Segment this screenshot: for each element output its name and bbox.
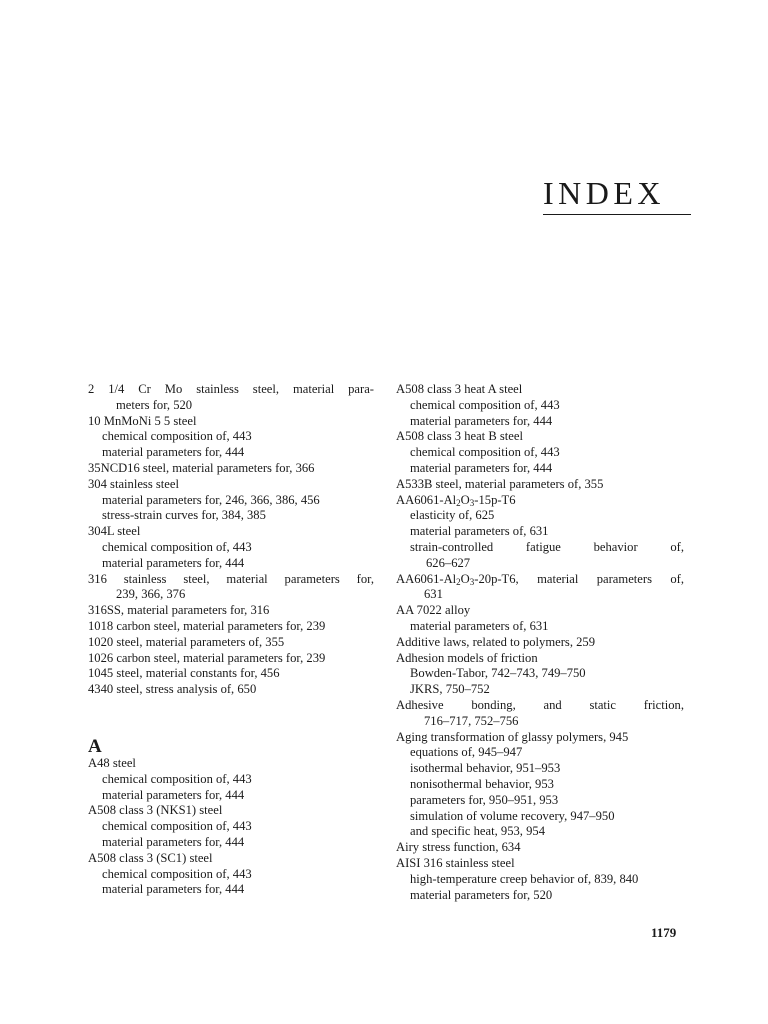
- index-subentry: material parameters for, 444: [410, 413, 553, 428]
- index-subentry: nonisothermal behavior, 953: [410, 776, 554, 791]
- index-entry: 304 stainless steel: [88, 476, 179, 491]
- index-entry-continuation: 716–717, 752–756: [424, 713, 519, 728]
- index-subentry: strain-controlled fatigue behavior of,: [410, 539, 684, 554]
- index-subentry: simulation of volume recovery, 947–950: [410, 808, 615, 823]
- index-entry: 1020 steel, material parameters of, 355: [88, 634, 285, 649]
- index-subentry: isothermal behavior, 951–953: [410, 761, 561, 776]
- index-subentry: high-temperature creep behavior of, 839, 840: [410, 871, 639, 886]
- index-entry: 304L steel: [88, 524, 141, 539]
- index-subentry: material parameters for, 444: [102, 787, 245, 802]
- index-column-left: [88, 382, 374, 898]
- index-subentry: elasticity of, 625: [410, 508, 495, 523]
- index-subentry: equations of, 945–947: [410, 745, 523, 760]
- section-letter: A: [88, 735, 102, 757]
- index-entry: 4340 steel, stress analysis of, 650: [88, 682, 257, 697]
- index-subentry: chemical composition of, 443: [102, 819, 252, 834]
- index-entry: 35NCD16 steel, material parameters for, 366: [88, 460, 315, 475]
- index-entry: 1026 carbon steel, material parameters for, 239: [88, 650, 326, 665]
- title-underline: [543, 214, 691, 215]
- index-subentry: material parameters of, 631: [410, 618, 549, 633]
- index-subentry: Bowden-Tabor, 742–743, 749–750: [410, 666, 586, 681]
- index-entry: A533B steel, material parameters of, 355: [396, 476, 604, 491]
- index-entry: 2 1/4 Cr Mo stainless steel, material para-: [88, 382, 374, 396]
- index-subentry: material parameters for, 444: [102, 882, 245, 897]
- index-subentry: chemical composition of, 443: [102, 429, 252, 444]
- index-subentry: material parameters of, 631: [410, 524, 549, 539]
- index-entry: $AA6061-Al_2O_3-15p-T6$: [396, 492, 516, 508]
- page-title: INDEX: [543, 175, 666, 211]
- index-entry: 10 MnMoNi 5 5 steel: [88, 413, 197, 428]
- index-entry: AISI 316 stainless steel: [396, 855, 515, 870]
- index-entry: 1045 steel, material constants for, 456: [88, 666, 280, 681]
- index-subentry: stress-strain curves for, 384, 385: [102, 508, 266, 523]
- index-entry-continuation: meters for, 520: [116, 397, 193, 412]
- index-subentry: material parameters for, 444: [410, 460, 553, 475]
- index-entry: A508 class 3 (SC1) steel: [88, 850, 213, 865]
- index-subentry: JKRS, 750–752: [410, 682, 490, 697]
- index-entry: A508 class 3 heat B steel: [396, 429, 523, 444]
- index-entry: Airy stress function, 634: [396, 840, 521, 855]
- index-entry: Adhesion models of friction: [396, 650, 538, 665]
- index-column-right: [396, 382, 684, 903]
- index-subentry: and specific heat, 953, 954: [410, 824, 545, 839]
- index-entry: Adhesive bonding, and static friction,: [396, 697, 684, 712]
- index-subentry: material parameters for, 520: [410, 887, 553, 902]
- index-entry: Additive laws, related to polymers, 259: [396, 634, 596, 649]
- index-entry: Aging transformation of glassy polymers, 945: [396, 729, 629, 744]
- index-entry: $AA6061-Al_2O_3-20p-T6$, material parameters of,: [396, 571, 684, 587]
- index-subentry: parameters for, 950–951, 953: [410, 792, 559, 807]
- index-subentry: chemical composition of, 443: [102, 539, 252, 554]
- index-entry: 1018 carbon steel, material parameters for, 239: [88, 618, 326, 633]
- index-entry-continuation: 631: [424, 587, 443, 602]
- index-entry: A48 steel: [88, 755, 136, 770]
- index-entry: A508 class 3 heat A steel: [396, 382, 523, 396]
- index-entry: A508 class 3 (NKS1) steel: [88, 803, 223, 818]
- index-entry-continuation: 239, 366, 376: [116, 587, 186, 602]
- index-entry: AA 7022 alloy: [396, 603, 471, 618]
- index-entry: 316SS, material parameters for, 316: [88, 603, 270, 618]
- index-entry-continuation: 626–627: [426, 555, 471, 570]
- index-subentry: material parameters for, 444: [102, 834, 245, 849]
- index-subentry: material parameters for, 444: [102, 445, 245, 460]
- page-number: 1179: [651, 925, 677, 940]
- index-subentry: material parameters for, 444: [102, 555, 245, 570]
- index-subentry: material parameters for, 246, 366, 386, 456: [102, 492, 320, 507]
- index-subentry: chemical composition of, 443: [410, 397, 560, 412]
- index-subentry: chemical composition of, 443: [410, 445, 560, 460]
- index-entry: 316 stainless steel, material parameters for,: [88, 571, 374, 586]
- index-subentry: chemical composition of, 443: [102, 866, 252, 881]
- index-subentry: chemical composition of, 443: [102, 771, 252, 786]
